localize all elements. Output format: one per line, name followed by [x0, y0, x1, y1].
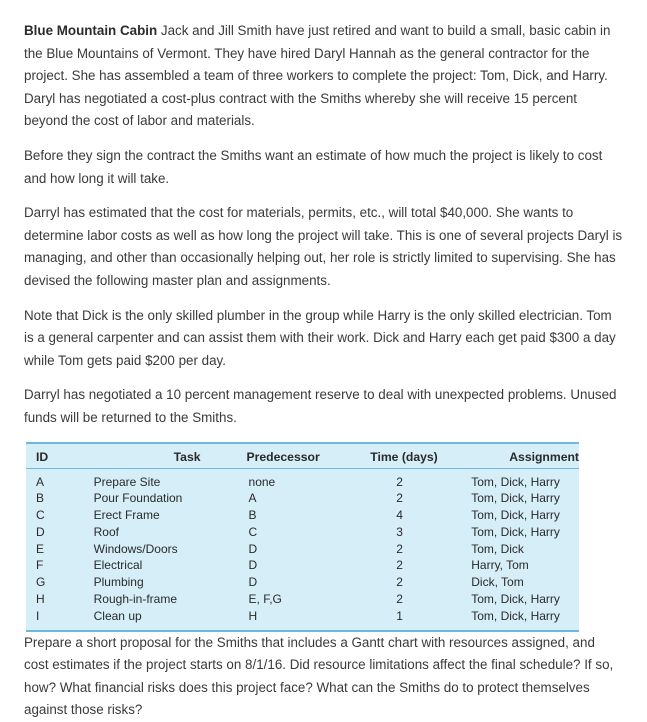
cell-predecessor: E, F,G — [248, 592, 282, 607]
cell-predecessor: D — [248, 575, 258, 590]
cell-time: 2 — [396, 558, 403, 573]
cell-predecessor: B — [248, 508, 257, 523]
cell-id: B — [36, 491, 45, 506]
cell-task: Pour Foundation — [93, 491, 183, 506]
cell-predecessor: D — [248, 558, 258, 573]
cell-id: C — [36, 508, 45, 523]
cell-task: Rough-in-frame — [93, 592, 177, 607]
header-task: Task — [94, 444, 227, 469]
cell-assignment: Dick, Tom — [471, 575, 524, 590]
cell-time: 3 — [396, 524, 403, 539]
cell-predecessor: H — [248, 608, 258, 623]
task-table-body — [26, 468, 579, 630]
table-row — [26, 490, 579, 507]
cell-task: Electrical — [93, 558, 143, 573]
cell-id: I — [36, 608, 40, 623]
cell-assignment: Tom, Dick, Harry — [471, 592, 560, 607]
header-predecessor: Predecessor — [227, 444, 351, 469]
cell-task: Clean up — [93, 608, 142, 623]
task-table-container — [26, 442, 579, 632]
cell-assignment: Harry, Tom — [471, 558, 529, 573]
table-row — [26, 608, 579, 630]
cell-time: 2 — [396, 474, 403, 489]
paragraph-assignment-prompt: Prepare a short proposal for the Smiths that includes a Gantt chart with resources assigned, and cost estimates if the project starts on 8/1/16. Did resource limitations affect the final schedule? If so, how? What financial risks does this project face? What can the Smiths do to protect themselves against those risks? — [24, 634, 614, 718]
intro-text: Jack and Jill Smith have just retired and want to build a small, basic cabin in the Blue Mountains of Vermont. They have hired Daryl Hannah as the general contractor for the project. She has assembled a team of three workers to complete the project: Tom, Dick, and Harry. Daryl has negotiated a cost-plus contract with the Smiths whereby she will receive 15 percent beyond the cost of labor and materials. — [24, 23, 611, 129]
cell-time: 4 — [396, 508, 403, 523]
cell-predecessor: none — [248, 474, 276, 489]
cell-time: 2 — [396, 592, 403, 607]
cell-assignment: Tom, Dick, Harry — [471, 608, 560, 623]
cell-time: 1 — [396, 608, 403, 623]
cell-predecessor: C — [248, 524, 258, 539]
cell-task: Prepare Site — [93, 474, 161, 489]
cell-assignment: Tom, Dick, Harry — [471, 474, 560, 489]
cell-id: E — [36, 541, 45, 556]
cell-task: Plumbing — [93, 575, 144, 590]
paragraph-management-reserve: Darryl has negotiated a 10 percent management reserve to deal with unexpected problems. Unused funds will be returned to the Smiths. — [24, 387, 617, 425]
header-assignment: Assignment — [461, 444, 579, 469]
table-row — [26, 591, 579, 608]
intro-paragraph — [24, 20, 623, 133]
table-row — [26, 468, 579, 490]
cell-predecessor: A — [248, 491, 257, 506]
cell-id: D — [36, 524, 45, 539]
cell-assignment: Tom, Dick, Harry — [471, 524, 560, 539]
cell-time: 2 — [396, 575, 403, 590]
header-id: ID — [26, 444, 94, 469]
cell-id: F — [36, 558, 44, 573]
cell-id: A — [36, 474, 45, 489]
cell-assignment: Tom, Dick, Harry — [471, 491, 560, 506]
table-row — [26, 507, 579, 524]
paragraph-worker-skills: Note that Dick is the only skilled plumber in the group while Harry is the only skilled electrician. Tom is a general carpenter and can assist them with their work. Dick and Harry each get paid $300 a day while Tom gets paid $200 per day. — [24, 307, 616, 368]
paragraph-estimate-request: Before they sign the contract the Smiths want an estimate of how much the project is likely to cost and how long it will take. — [24, 147, 603, 186]
cell-task: Roof — [93, 524, 119, 539]
cell-assignment: Tom, Dick — [471, 541, 524, 556]
cell-id: G — [36, 575, 46, 590]
header-time: Time (days) — [350, 444, 461, 469]
table-row — [26, 574, 579, 591]
cell-task: Erect Frame — [93, 508, 160, 523]
table-row — [26, 557, 579, 574]
case-title: Blue Mountain Cabin — [24, 23, 158, 38]
task-table — [26, 444, 579, 630]
table-header-row — [26, 444, 579, 469]
paragraph-materials-cost: Darryl has estimated that the cost for materials, permits, etc., will total $40,000. She wants to determine labor costs as well as how long the project will take. This is one of several projects Daryl is managing, and other than occasionally helping out, her role is strictly limited to supervising. She has devised the following master plan and assignments. — [24, 205, 623, 288]
cell-assignment: Tom, Dick, Harry — [471, 508, 560, 523]
table-row — [26, 541, 579, 558]
cell-time: 2 — [396, 491, 403, 506]
cell-id: H — [36, 592, 45, 607]
cell-task: Windows/Doors — [93, 541, 178, 556]
cell-time: 2 — [396, 541, 403, 556]
cell-predecessor: D — [248, 541, 258, 556]
table-row — [26, 524, 579, 541]
